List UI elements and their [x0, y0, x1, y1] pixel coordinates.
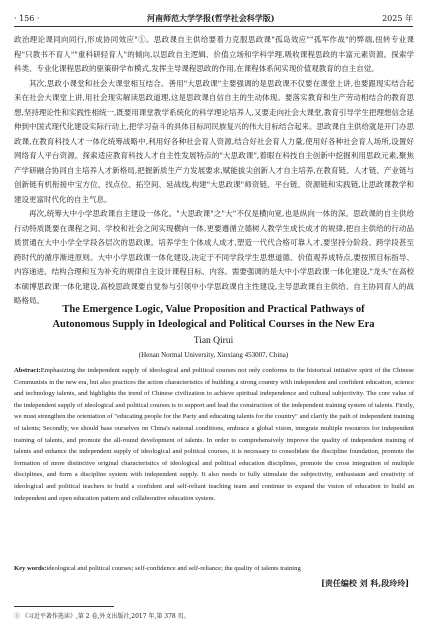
keywords-text: ideological and political courses; self-confidence and self-reliance; the quality of talents training [46, 565, 301, 572]
english-title-line-1: The Emergence Logic, Value Proposition and Practical Pathways of [62, 304, 365, 315]
body-paragraph-3: 再次,统筹大中小学思政课自主建设一体化。"大思政课"之"大"不仅是横向宽,也是纵向一体的深。思政课的自主供给行动特质既要在课程之间、学校和社会之间实现横向一体,更要遵循立德树人教学生成长成才的规律,把自主供给的行动品质贯通在大中小学全学段各层次的思政课。培养学生个体成人成才,塑造一代代合格可靠人才,要坚持分阶段、跨学段甚至跨时代的循序渐进原则。大中小学思政课一体化建设,决定于不同学段学生思想道德、价值观养成特点,要按照目标指导、内容递进、结构合理和互为补充的规律自主设计课程目标、内容。需要强调的是大中小学思政课一体化建设,"龙头"在高校本硕博思政课一体化建设,高校思政课要自觉参与引领中小学思政课自主性建设,主导思政课自主供给、自主协同育人的战略格局。 [14, 209, 414, 305]
english-title-line-2: Autonomous Supply in Ideological and Political Courses in the New Era [52, 318, 375, 330]
page-number: · 156 · [14, 13, 40, 23]
body-paragraph-1: 政治理论课同向同行,形成协同效应"①。思政课自主供给要着力克服思政课"孤岛效应""孤军作战"的弊端,扭转专业课程"只教书不育人""重科研轻育人"的倾向,以思政自主逻辑、价值立场和学科学理,吸收课程思政的丰富元素资源。探索学科类、专业化课程思政的驱策研学布模式,发挥主导课程思政的作用,在课程体系间实现价值观教育的自主自觉。 [14, 35, 414, 73]
english-keywords [14, 563, 414, 574]
footnote: ① 《习近平著作选读》,第 2 卷,外文出版社,2017 年,第 378 页。 [14, 613, 190, 620]
header-rule [14, 26, 413, 27]
editor-credit: [责任编校 刘 科,段玲玲] [321, 578, 409, 588]
abstract-text: Emphasizing the independent supply of ideological and political courses not only conforms to the historical initiative spirit of the Chinese Communists in the new era, but also practices the action characteristics of building a strong country with independent and confident education, science and technology talents, and highlights the trend of Chinese civilization to achieve spiritual independence and cultural subjectivity. The core value of the independent supply of ideological and political courses is to support and lead the construction of the independent training system of talents. Firstly, we must strengthen the orientation of "educating people for the Party and educating talents for the country" and clarify the path of independent training of talents; Secondly, we should base ourselves on China's national conditions, embrace a global vision, integrate multiple resources for independent training of talents, and promote the all-round development of talents. In order to comprehensively improve the quality of independent training of talents and enhance the independent supply of ideological and political courses, it is necessary to consolidate the discipline foundation, promote the formation of more distinctive original characteristics of ideological and political education disciplines, promote the cross integration of multiple disciplines, and form a discipline system with independent supply. It also needs to fully stimulate the subjectivity, enthusiasm and creativity of ideological and political teachers to build a confident and self-reliant teaching team and continue to expand the vision of education to build an independent and open education pattern and collaborative education system. [14, 367, 414, 502]
journal-name: 河南师范大学学报(哲学社会科学版) [146, 12, 275, 23]
english-title [14, 303, 413, 332]
author-name: Tian Qirui [193, 336, 234, 346]
chinese-body [14, 33, 414, 309]
english-abstract [14, 365, 414, 504]
running-header [14, 12, 413, 24]
author-affiliation: (Henan Normal University, Xinxiang 453007, China) [138, 351, 289, 359]
footnote-rule [14, 606, 114, 607]
keywords-label: Key words: [14, 565, 47, 572]
abstract-label: Abstract: [14, 367, 41, 374]
publication-year: 2025 年 [382, 13, 413, 23]
body-paragraph-2: 其次,思政小课堂和社会大课堂相互结合。善用"大思政课"主要强调的是思政课不仅要在课堂上讲,也要跟现实结合起来在社会大课堂上讲,用社会现实解读思政道理,这是思政课自信自主的生动体现。要落实教育和生产劳动相结合的教育思想,坚持理论性和实践性相统一,既要用课堂教学系统化的科学理论培养人,又要走向社会大课堂,教育引导学生把理想信念延伸到中国式现代化建设实际行动上,把学习奋斗的具体目标同民族复兴的伟大目标结合起来。思政课自主供给就是开门办思政课,在教育科技人才一体化统筹战略中,利用好各种社会育人资源,结合好社会育人力量,使用好各种社会育人场所,设置好网络育人平台资源。探索适应教育科技人才自主性发展特点的"大思政课",着眼在科技自主创新中挖掘利用思政元素,聚焦产学研融合协同自主培养人才新格局,把握新质生产力发展要求,赋能拔尖创新人才自主培养,在教育链、人才链、产业链与创新链有机衔接中宝方位、找点位、拓空间、延战线,构建"大思政课"师资链、平台链、资源链和实践链,让思政课教学和建设更富时代化的自主气息。 [14, 78, 414, 204]
